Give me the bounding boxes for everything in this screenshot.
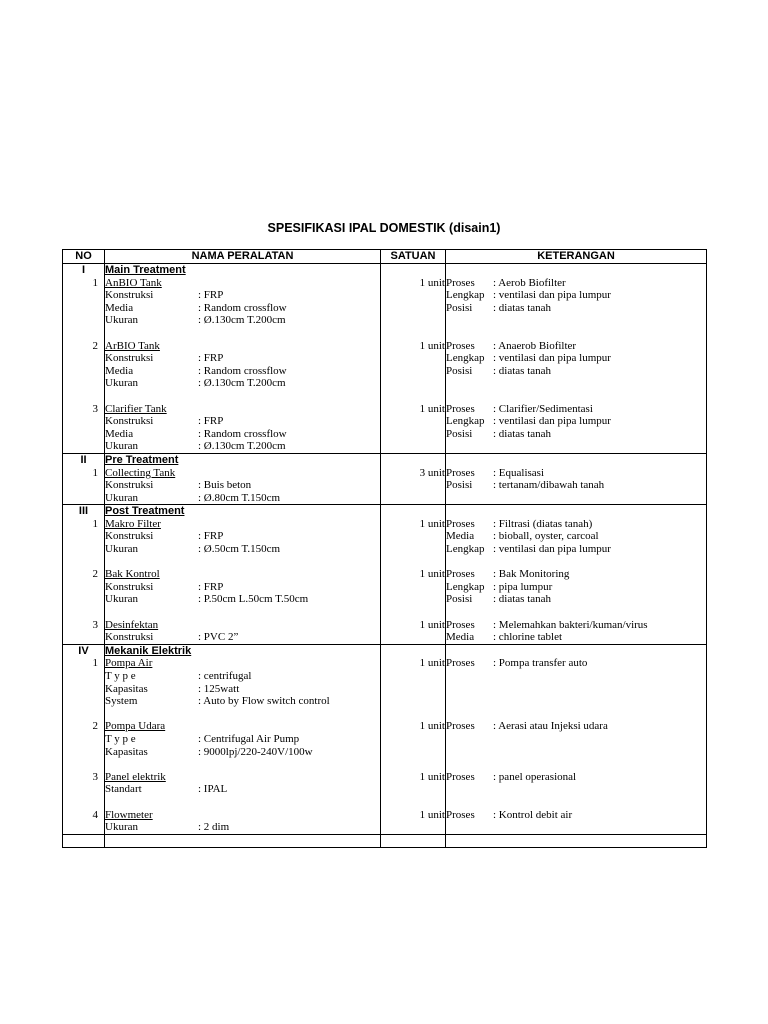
item-satuan: 1 unit <box>419 808 445 821</box>
item-satuan: 1 unit <box>419 517 445 530</box>
keterangan-key: Proses <box>446 808 475 821</box>
keterangan-key: Proses <box>446 657 475 670</box>
section-satuan-column <box>381 644 446 834</box>
spec-key: Kapasitas <box>105 745 148 758</box>
spec-key: T y p e <box>105 732 136 745</box>
item-satuan: 1 unit <box>419 339 445 352</box>
spec-key: Konstruksi <box>105 479 154 492</box>
spec-key: System <box>105 695 138 708</box>
item-number: 3 <box>92 618 98 631</box>
keterangan-line <box>446 619 706 632</box>
spec-key: Konstruksi <box>105 530 154 543</box>
section-satuan-column <box>381 453 446 504</box>
section-title: Mekanik Elektrik <box>105 644 192 657</box>
keterangan-key: Proses <box>446 517 475 530</box>
item-satuan: 1 unit <box>419 618 445 631</box>
spec-line <box>105 530 380 543</box>
item-name: Desinfektan <box>105 618 159 631</box>
item-number: 1 <box>92 657 98 670</box>
spec-key: Standart <box>105 783 142 796</box>
keterangan-value: : Equalisasi <box>493 466 545 479</box>
spec-line <box>105 783 380 796</box>
spec-key: Konstruksi <box>105 580 154 593</box>
spec-line <box>105 352 380 365</box>
keterangan-key: Posisi <box>446 427 473 440</box>
spec-line <box>105 377 380 390</box>
keterangan-key: Proses <box>446 466 475 479</box>
keterangan-key: Media <box>446 631 475 644</box>
section-roman-numeral: III <box>78 505 89 518</box>
keterangan-value: : Aerasi atau Injeksi udara <box>493 720 608 733</box>
section-i <box>63 264 707 454</box>
section-satuan-column <box>381 505 446 645</box>
spec-value: : Random crossflow <box>198 427 287 440</box>
specification-table <box>62 249 707 848</box>
keterangan-value: : Filtrasi (diatas tanah) <box>493 517 593 530</box>
spec-line <box>105 543 380 556</box>
keterangan-key: Posisi <box>446 593 473 606</box>
keterangan-value: : bioball, oyster, carcoal <box>493 530 599 543</box>
keterangan-value: : Pompa transfer auto <box>493 657 588 670</box>
item-name: Collecting Tank <box>105 466 176 479</box>
section-title: Post Treatment <box>105 505 185 518</box>
keterangan-value: : Kontrol debit air <box>493 808 573 821</box>
spec-key: Media <box>105 364 134 377</box>
keterangan-value: : chlorine tablet <box>493 631 563 644</box>
spec-key: Ukuran <box>105 821 138 834</box>
spec-line <box>105 428 380 441</box>
spec-key: Ukuran <box>105 314 138 327</box>
spec-key: T y p e <box>105 670 136 682</box>
section-roman-numeral: II <box>80 453 87 466</box>
item-number: 1 <box>92 276 98 289</box>
keterangan-line <box>446 530 706 543</box>
item-name: Panel elektrik <box>105 770 166 783</box>
keterangan-line <box>446 720 706 733</box>
item-satuan: 1 unit <box>419 568 445 581</box>
spec-value: : Auto by Flow switch control <box>198 695 330 708</box>
header-satuan: SATUAN <box>381 250 446 264</box>
spec-value: : Random crossflow <box>198 301 287 314</box>
keterangan-line <box>446 302 706 315</box>
keterangan-line <box>446 365 706 378</box>
keterangan-key: Proses <box>446 568 475 581</box>
keterangan-key: Proses <box>446 339 475 352</box>
item-number: 1 <box>92 517 98 530</box>
spec-value: : PVC 2” <box>198 631 239 644</box>
spec-key: Ukuran <box>105 543 138 556</box>
header-keterangan: KETERANGAN <box>446 250 707 264</box>
item-satuan: 3 unit <box>419 466 445 479</box>
item-number: 2 <box>92 720 98 733</box>
keterangan-value: : tertanam/dibawah tanah <box>493 479 605 492</box>
item-satuan: 1 unit <box>419 276 445 289</box>
keterangan-key: Posisi <box>446 301 473 314</box>
spec-value: : Ø.50cm T.150cm <box>198 543 281 556</box>
keterangan-line <box>446 657 706 670</box>
section-no-column <box>63 505 105 645</box>
spec-key: Ukuran <box>105 440 138 453</box>
spec-value: : FRP <box>198 289 224 302</box>
spec-key: Media <box>105 301 134 314</box>
spec-line <box>105 415 380 428</box>
spec-key: Konstruksi <box>105 352 154 365</box>
spec-line <box>105 492 380 505</box>
section-nama-column <box>105 644 381 834</box>
keterangan-line <box>446 568 706 581</box>
section-ii <box>63 453 707 504</box>
keterangan-line <box>446 479 706 492</box>
keterangan-key: Proses <box>446 770 475 783</box>
keterangan-value: : pipa lumpur <box>493 580 553 593</box>
spec-line <box>105 440 380 453</box>
keterangan-line <box>446 289 706 302</box>
keterangan-value: : ventilasi dan pipa lumpur <box>493 543 611 556</box>
empty-footer-row <box>63 834 707 847</box>
section-title: Main Treatment <box>105 264 186 276</box>
spec-line <box>105 479 380 492</box>
spec-value: : Ø.130cm T.200cm <box>198 440 286 453</box>
section-keterangan-column <box>446 453 707 504</box>
keterangan-key: Proses <box>446 276 475 289</box>
keterangan-line <box>446 543 706 556</box>
keterangan-value: : Anaerob Biofilter <box>493 339 577 352</box>
spec-value: : 2 dim <box>198 821 230 834</box>
spec-key: Konstruksi <box>105 631 154 644</box>
item-name: Pompa Udara <box>105 720 166 733</box>
item-name: Bak Kontrol <box>105 568 160 581</box>
keterangan-key: Lengkap <box>446 289 485 302</box>
spec-line <box>105 733 380 746</box>
keterangan-key: Proses <box>446 402 475 415</box>
item-number: 3 <box>92 402 98 415</box>
section-iii <box>63 505 707 645</box>
item-number: 3 <box>92 770 98 783</box>
spec-value: : Buis beton <box>198 479 252 492</box>
section-title: Pre Treatment <box>105 453 179 466</box>
keterangan-key: Proses <box>446 618 475 631</box>
spec-key: Media <box>105 427 134 440</box>
keterangan-value: : diatas tanah <box>493 301 552 314</box>
spec-value: : FRP <box>198 580 224 593</box>
spec-value: : Random crossflow <box>198 364 287 377</box>
item-number: 2 <box>92 339 98 352</box>
section-no-column <box>63 644 105 834</box>
spec-line <box>105 683 380 696</box>
keterangan-line <box>446 631 706 644</box>
item-name: ArBIO Tank <box>105 339 160 352</box>
section-keterangan-column <box>446 505 707 645</box>
spec-value: : Centrifugal Air Pump <box>198 732 300 745</box>
keterangan-value: : diatas tanah <box>493 364 552 377</box>
keterangan-key: Lengkap <box>446 580 485 593</box>
keterangan-line <box>446 771 706 784</box>
keterangan-key: Lengkap <box>446 352 485 365</box>
item-satuan: 1 unit <box>419 657 445 670</box>
spec-line <box>105 631 380 644</box>
keterangan-line <box>446 467 706 480</box>
keterangan-key: Lengkap <box>446 415 485 428</box>
keterangan-value: : ventilasi dan pipa lumpur <box>493 415 611 428</box>
spec-line <box>105 593 380 606</box>
section-roman-numeral: IV <box>78 644 89 657</box>
keterangan-value: : ventilasi dan pipa lumpur <box>493 352 611 365</box>
spec-line <box>105 289 380 302</box>
keterangan-key: Lengkap <box>446 543 485 556</box>
spec-key: Konstruksi <box>105 289 154 302</box>
item-number: 4 <box>92 808 98 821</box>
spec-key: Konstruksi <box>105 415 154 428</box>
spec-key: Ukuran <box>105 491 138 504</box>
item-name: Clarifier Tank <box>105 402 167 415</box>
spec-line <box>105 821 380 834</box>
spec-line <box>105 365 380 378</box>
section-nama-column <box>105 264 381 454</box>
spec-line <box>105 670 380 683</box>
spec-value: : FRP <box>198 352 224 365</box>
keterangan-line <box>446 809 706 822</box>
header-nama-peralatan: NAMA PERALATAN <box>105 250 381 264</box>
spec-value: : Ø.80cm T.150cm <box>198 491 281 504</box>
section-keterangan-column <box>446 264 707 454</box>
spec-value: : centrifugal <box>198 670 252 682</box>
keterangan-line <box>446 340 706 353</box>
keterangan-value: : panel operasional <box>493 770 577 783</box>
keterangan-line <box>446 593 706 606</box>
keterangan-key: Posisi <box>446 364 473 377</box>
keterangan-key: Posisi <box>446 479 473 492</box>
header-row <box>63 250 707 264</box>
keterangan-line <box>446 415 706 428</box>
spec-line <box>105 581 380 594</box>
spec-value: : 9000lpj/220-240V/100w <box>198 745 313 758</box>
keterangan-value: : Clarifier/Sedimentasi <box>493 402 593 415</box>
keterangan-line <box>446 428 706 441</box>
document-title: SPESIFIKASI IPAL DOMESTIK (disain1) <box>267 221 501 235</box>
section-satuan-column <box>381 264 446 454</box>
item-name: Pompa Air <box>105 657 153 670</box>
item-number: 1 <box>92 466 98 479</box>
item-name: Flowmeter <box>105 808 153 821</box>
keterangan-value: : diatas tanah <box>493 593 552 606</box>
keterangan-value: : Melemahkan bakteri/kuman/virus <box>493 618 648 631</box>
section-nama-column <box>105 505 381 645</box>
keterangan-line <box>446 581 706 594</box>
spec-value: : Ø.130cm T.200cm <box>198 314 286 327</box>
keterangan-line <box>446 277 706 290</box>
section-keterangan-column <box>446 644 707 834</box>
keterangan-value: : Aerob Biofilter <box>493 276 566 289</box>
spec-line <box>105 746 380 759</box>
section-no-column <box>63 453 105 504</box>
section-iv <box>63 644 707 834</box>
keterangan-value: : diatas tanah <box>493 427 552 440</box>
section-nama-column <box>105 453 381 504</box>
spec-line <box>105 314 380 327</box>
item-name: Makro Filter <box>105 517 161 530</box>
spec-line <box>105 302 380 315</box>
spec-key: Ukuran <box>105 377 138 390</box>
item-number: 2 <box>92 568 98 581</box>
spec-key: Kapasitas <box>105 682 148 695</box>
header-no: NO <box>63 250 105 264</box>
item-satuan: 1 unit <box>419 720 445 733</box>
keterangan-value: : ventilasi dan pipa lumpur <box>493 289 611 302</box>
spec-value: : FRP <box>198 415 224 428</box>
section-no-column <box>63 264 105 454</box>
spec-value: : Ø.130cm T.200cm <box>198 377 286 390</box>
keterangan-key: Media <box>446 530 475 543</box>
keterangan-line <box>446 352 706 365</box>
item-satuan: 1 unit <box>419 402 445 415</box>
keterangan-key: Proses <box>446 720 475 733</box>
item-satuan: 1 unit <box>419 770 445 783</box>
keterangan-line <box>446 518 706 531</box>
section-roman-numeral: I <box>81 264 86 276</box>
keterangan-value: : Bak Monitoring <box>493 568 570 581</box>
spec-value: : FRP <box>198 530 224 543</box>
item-name: AnBIO Tank <box>105 276 162 289</box>
spec-value: : P.50cm L.50cm T.50cm <box>198 593 309 606</box>
spec-value: : IPAL <box>198 783 228 796</box>
spec-key: Ukuran <box>105 593 138 606</box>
spec-value: : 125watt <box>198 682 240 695</box>
spec-line <box>105 695 380 708</box>
keterangan-line <box>446 403 706 416</box>
